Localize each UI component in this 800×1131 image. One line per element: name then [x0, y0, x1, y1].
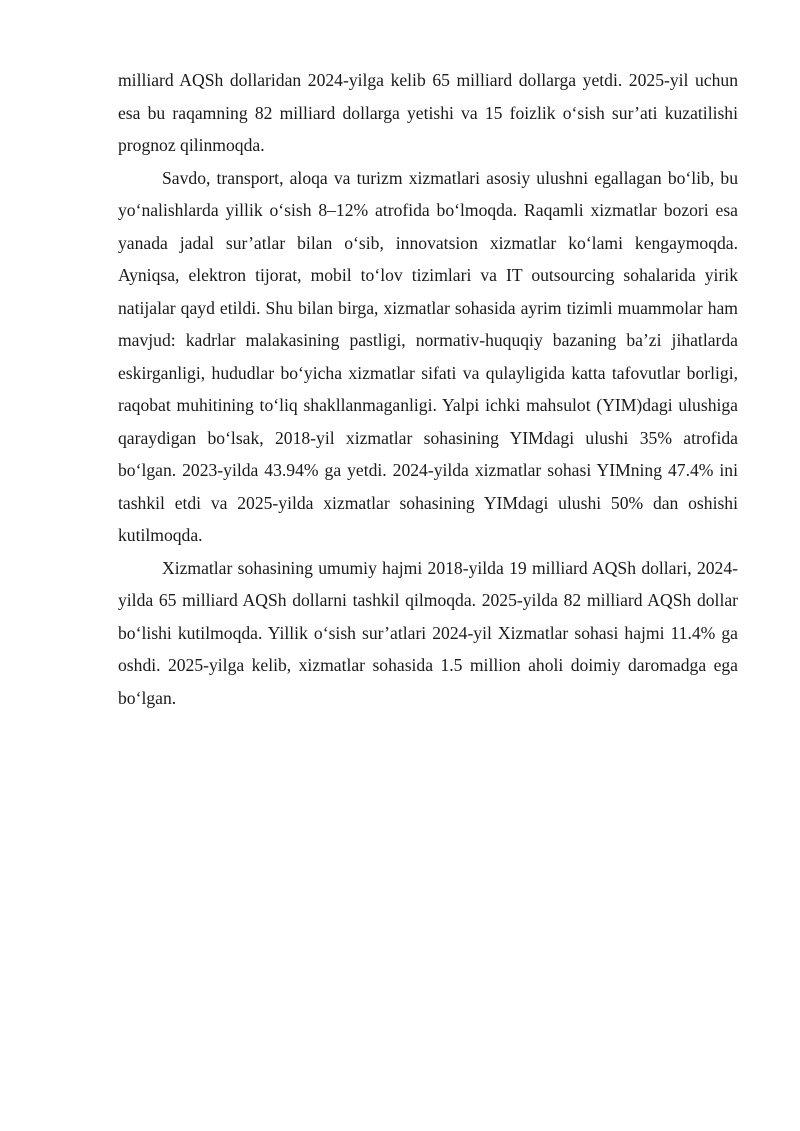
- paragraph-continuation: milliard AQSh dollaridan 2024-yilga kelib 65 milliard dollarga yetdi. 2025-yil uchun esa bu raqamning 82 milliard dollarga yetishi va 15 foizlik o‘sish sur’ati kuzatilishi prognoz qilinmoqda.: [118, 70, 738, 155]
- paragraph-services-sectors: Savdo, transport, aloqa va turizm xizmatlari asosiy ulushni egallagan bo‘lib, bu yo‘nalishlarda yillik o‘sish 8–12% atrofida bo‘lmoqda. Raqamli xizmatlar bozori esa yanada jadal sur’atlar bilan o‘sib, innovatsion xizmatlar ko‘lami kengaymoqda. Ayniqsa, elektron tijorat, mobil to‘lov tizimlari va IT outsourcing sohalarida yirik natijalar qayd etildi. Shu bilan birga, xizmatlar sohasida ayrim tizimli muammolar ham mavjud: kadrlar malakasining pastligi, normativ-huquqiy bazaning ba’zi jihatlarda eskirganligi, hududlar bo‘yicha xizmatlar sifati va qulayligida katta tafovutlar borligi, raqobat muhitining to‘liq shakllanmaganligi. Yalpi ichki mahsulot (YIM)dagi ulushiga qaraydigan bo‘lsak, 2018-yil xizmatlar sohasining YIMdagi ulushi 35% atrofida bo‘lgan. 2023-yilda 43.94% ga yetdi. 2024-yilda xizmatlar sohasi YIMning 47.4% ini tashkil etdi va 2025-yilda xizmatlar sohasining YIMdagi ulushi 50% dan oshishi kutilmoqda.: [118, 167, 738, 545]
- document-body: [118, 64, 738, 714]
- paragraph-services-volume: Xizmatlar sohasining umumiy hajmi 2018-yilda 19 milliard AQSh dollari, 2024-yilda 65 milliard AQSh dollarni tashkil qilmoqda. 2025-yilda 82 milliard AQSh dollar bo‘lishi kutilmoqda. Yillik o‘sish sur’atlari 2024-yil Xizmatlar sohasi hajmi 11.4% ga oshdi. 2025-yilga kelib, xizmatlar sohasida 1.5 million aholi doimiy daromadga ega bo‘lgan.: [118, 557, 738, 708]
